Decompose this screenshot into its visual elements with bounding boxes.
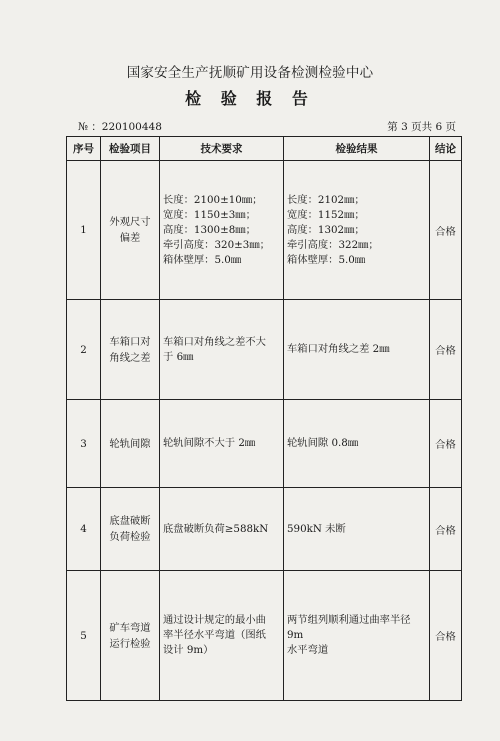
row-conclusion: 合格 (430, 300, 462, 400)
result-line: 牵引高度：322㎜； (287, 238, 379, 251)
organization-name: 国家安全生产抚顺矿用设备检测检验中心 (126, 65, 374, 81)
result-line: 车箱口对角线之差 2㎜ (287, 343, 390, 355)
header-requirement: 技术要求 (160, 137, 284, 161)
row-requirement (160, 400, 284, 488)
row-result (284, 488, 430, 571)
result-line: 长度：2102㎜； (287, 193, 365, 206)
item-line: 底盘破断 (109, 515, 151, 527)
row-result (284, 161, 430, 300)
page-info: 第 3 页共 6 页 (387, 121, 456, 133)
item-line: 轮轨间隙 (109, 437, 151, 450)
result-line: 箱体壁厚：5.0㎜ (287, 253, 366, 266)
table-row (67, 488, 462, 571)
row-requirement (160, 571, 284, 701)
inspection-table (66, 136, 462, 701)
row-result (284, 571, 430, 701)
requirement-line: 宽度：1150±3㎜； (163, 208, 256, 221)
row-conclusion: 合格 (430, 400, 462, 488)
requirement-line: 牵引高度：320±3㎜； (163, 238, 270, 251)
row-result (284, 300, 430, 400)
header-result: 检验结果 (284, 137, 430, 161)
result-line: 水平弯道 (287, 644, 329, 656)
row-conclusion: 合格 (430, 571, 462, 701)
table-row (67, 571, 462, 701)
row-no: 4 (67, 488, 101, 571)
row-item (101, 571, 160, 701)
requirement-line: 轮轨间隙不大于 2㎜ (163, 437, 256, 449)
row-item (101, 400, 160, 488)
item-line: 矿车弯道 (109, 621, 151, 634)
row-requirement (160, 300, 284, 400)
item-line: 角线之差 (109, 351, 151, 364)
report-number: № ：220100448 (78, 121, 162, 133)
row-no: 3 (67, 400, 101, 488)
requirement-line: 长度：2100±10㎜； (163, 193, 263, 206)
header-item: 检验项目 (101, 137, 160, 161)
requirement-line: 于 6㎜ (163, 350, 194, 363)
requirement-line: 设计 9m） (163, 644, 214, 656)
result-line: 两节组列顺利通过曲率半径 9m (287, 614, 411, 641)
result-line: 轮轨间隙 0.8㎜ (287, 437, 359, 449)
item-line: 偏差 (119, 232, 141, 244)
table-row (67, 400, 462, 488)
requirement-line: 底盘破断负荷≥588kN (163, 522, 269, 535)
row-conclusion: 合格 (430, 161, 462, 300)
row-no: 5 (67, 571, 101, 701)
requirement-line: 箱体壁厚：5.0㎜ (163, 253, 242, 266)
table-header-row (67, 137, 462, 161)
result-line: 宽度：1152㎜； (287, 208, 365, 221)
table-row (67, 161, 462, 300)
row-conclusion: 合格 (430, 488, 462, 571)
requirement-line: 率半径水平弯道（图纸 (163, 629, 266, 641)
row-requirement (160, 488, 284, 571)
row-no: 1 (67, 161, 101, 300)
item-line: 车箱口对 (109, 335, 151, 348)
requirement-line: 高度：1300±8㎜； (163, 223, 256, 236)
report-title: 检 验 报 告 (185, 89, 315, 108)
row-result (284, 400, 430, 488)
row-no: 2 (67, 300, 101, 400)
row-item (101, 161, 160, 300)
table-row (67, 300, 462, 400)
row-item (101, 488, 160, 571)
result-line: 高度：1302㎜； (287, 223, 365, 236)
row-requirement (160, 161, 284, 300)
row-item (101, 300, 160, 400)
item-line: 负荷检验 (109, 531, 151, 543)
requirement-line: 通过设计规定的最小曲 (163, 614, 266, 626)
requirement-line: 车箱口对角线之差不大 (163, 335, 266, 348)
header-conclusion: 结论 (430, 137, 462, 161)
item-line: 外观尺寸 (109, 216, 151, 228)
result-line: 590kN 未断 (287, 522, 346, 535)
header-no: 序号 (67, 137, 101, 161)
item-line: 运行检验 (109, 637, 151, 650)
